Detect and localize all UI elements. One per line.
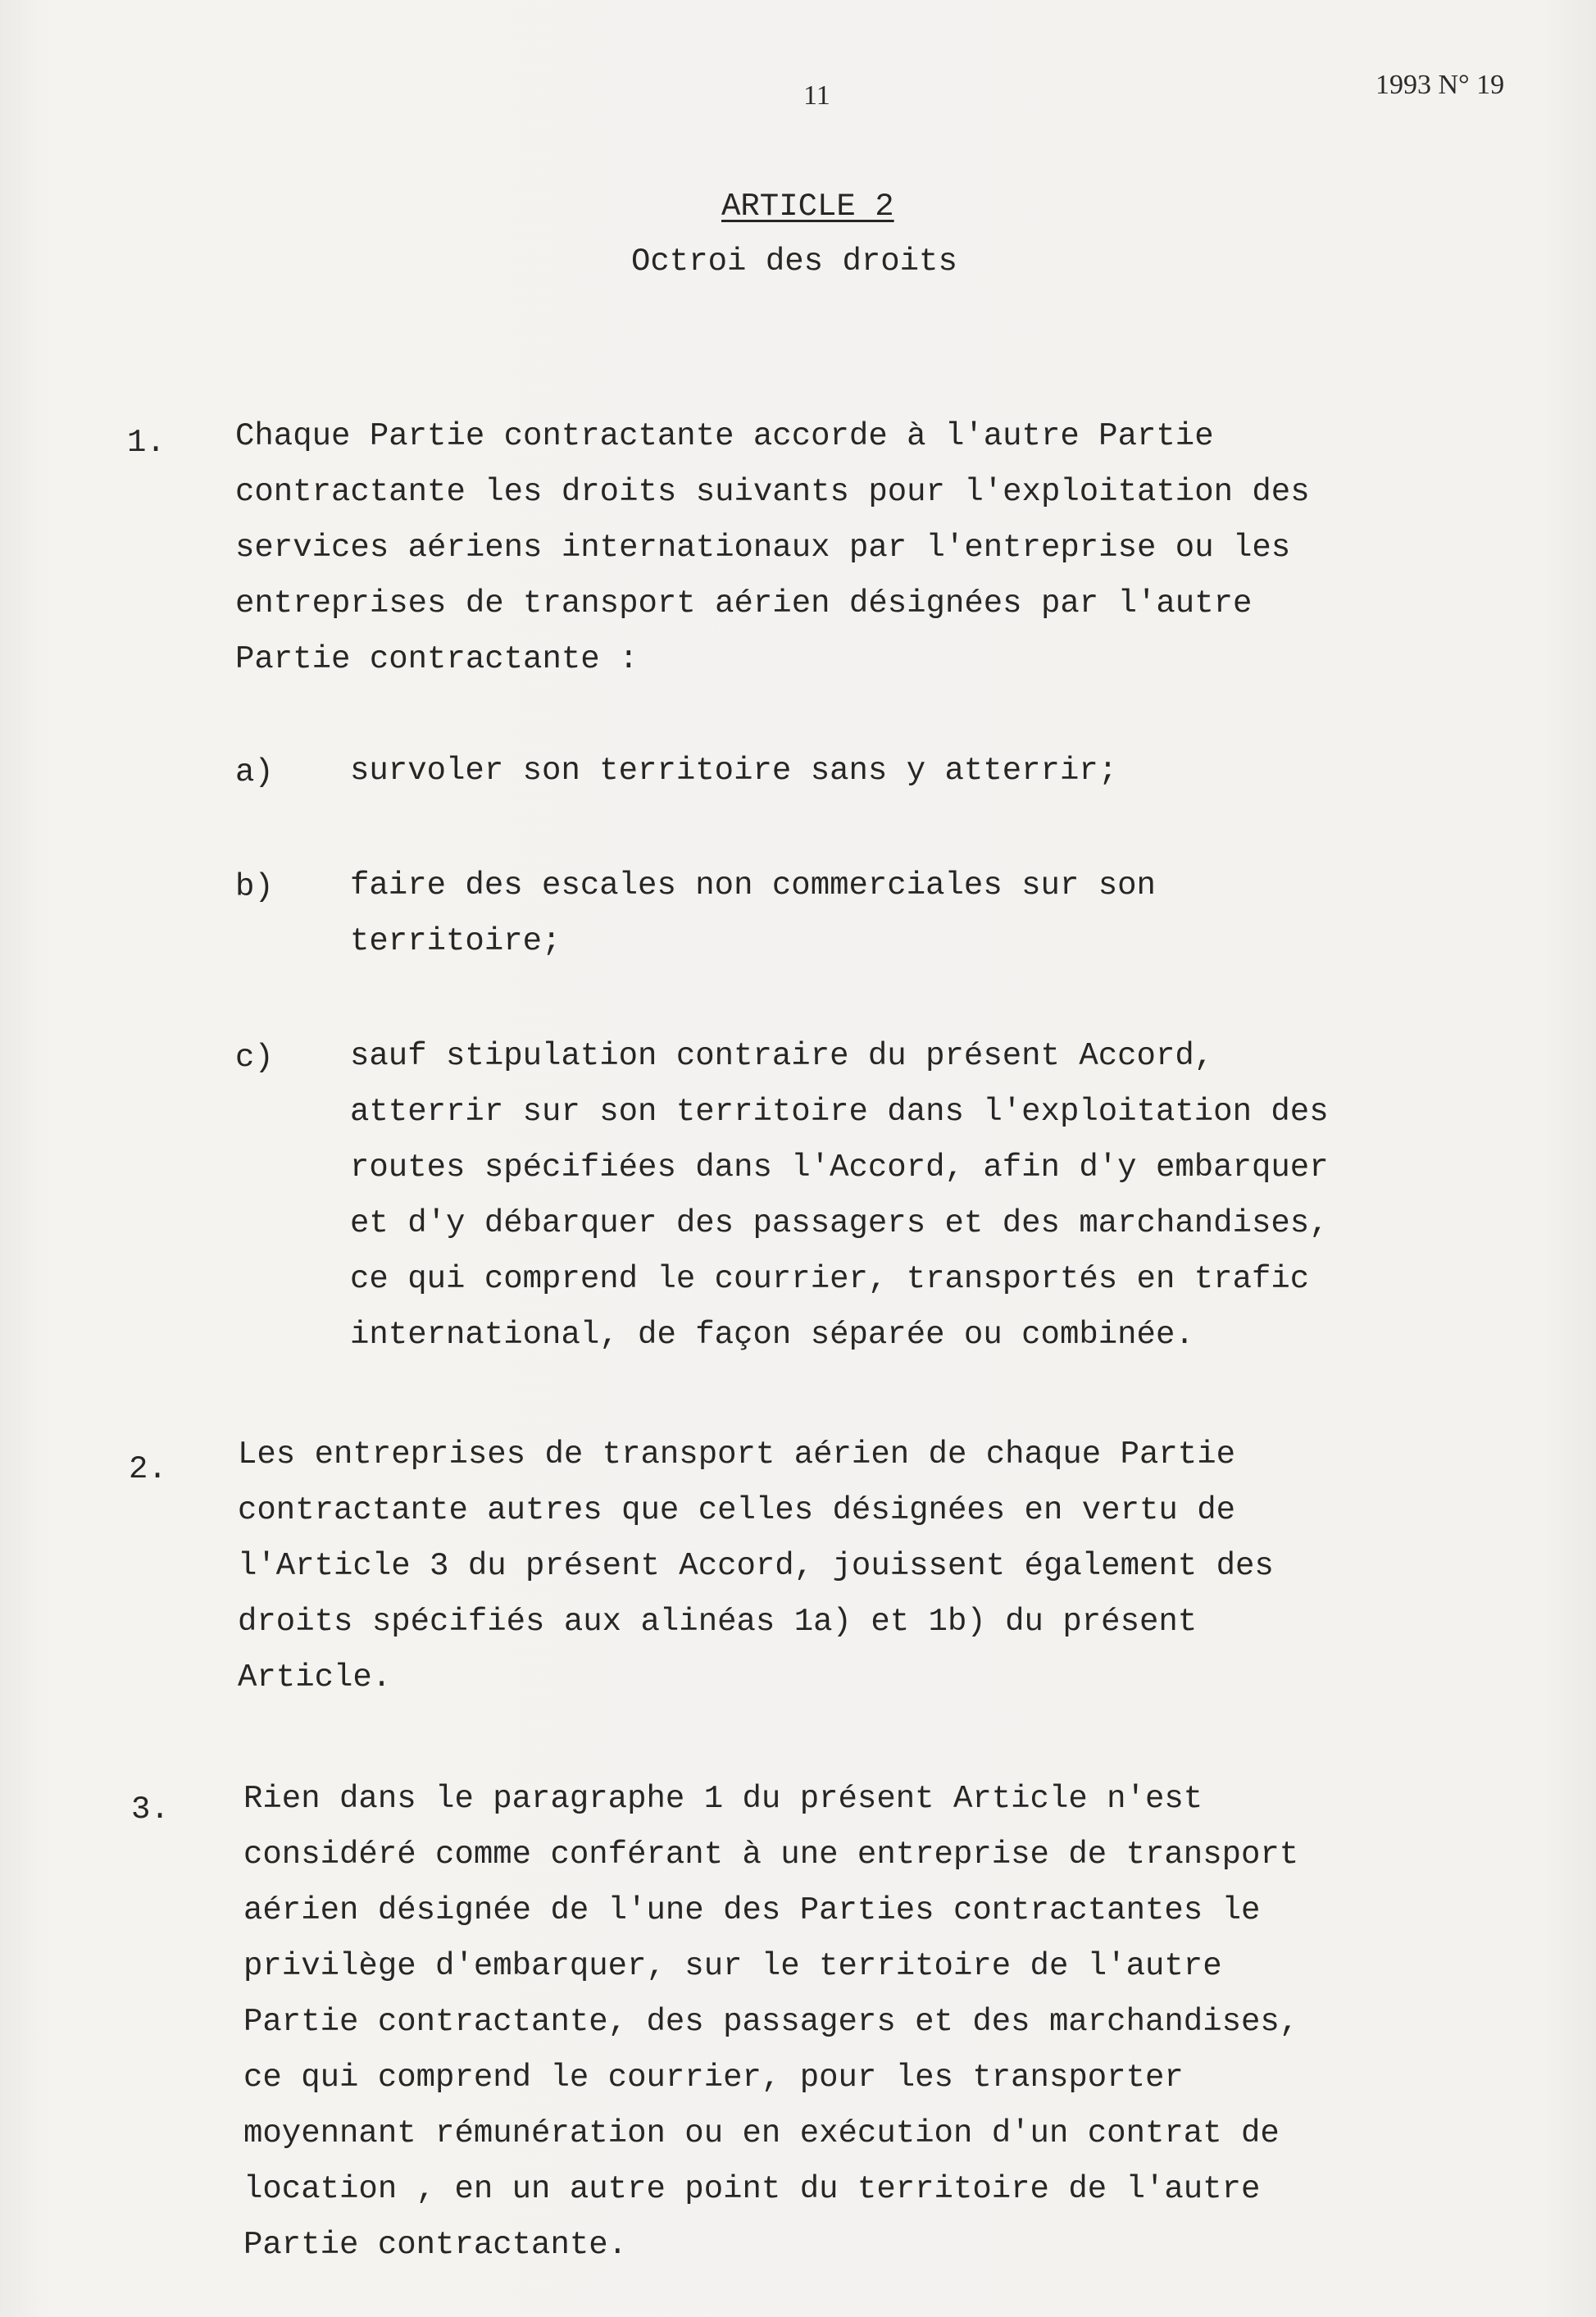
paragraph-line: considéré comme conférant à une entreprise de transport xyxy=(243,1837,1299,1873)
paragraph-line: services aériens internationaux par l'entreprise ou les xyxy=(235,530,1291,566)
paragraph-line: contractante autres que celles désignées en vertu de xyxy=(238,1492,1235,1528)
paragraph-line: contractante les droits suivants pour l'exploitation des xyxy=(235,474,1310,510)
paragraph-line: entreprises de transport aérien désignées par l'autre xyxy=(235,585,1253,621)
paragraph-line: aérien désignée de l'une des Parties contractantes le xyxy=(243,1892,1261,1928)
paragraph-line: droits spécifiés aux alinéas 1a) et 1b) du présent xyxy=(238,1604,1198,1640)
paragraph-line: privilège d'embarquer, sur le territoire de l'autre xyxy=(243,1948,1222,1984)
item-b-label: b) xyxy=(235,869,274,905)
item-c-text xyxy=(350,1028,1329,1363)
paragraph-line: Chaque Partie contractante accorde à l'autre Partie xyxy=(235,418,1214,454)
item-line: sauf stipulation contraire du présent Accord, xyxy=(350,1038,1214,1074)
item-line: faire des escales non commerciales sur son xyxy=(350,867,1156,904)
item-line: international, de façon séparée ou combinée. xyxy=(350,1317,1194,1353)
item-a-text xyxy=(350,743,1117,799)
paragraph-line: Article. xyxy=(238,1659,392,1696)
paragraph-line: moyennant rémunération ou en exécution d'un contrat de xyxy=(243,2115,1280,2151)
paragraph-line: Rien dans le paragraphe 1 du présent Article n'est xyxy=(243,1781,1203,1817)
paragraph-line: Partie contractante : xyxy=(235,641,639,677)
article-title: ARTICLE 2 xyxy=(721,189,894,225)
item-b-text xyxy=(350,858,1156,969)
paragraph-line: l'Article 3 du présent Accord, jouissent également des xyxy=(238,1548,1274,1584)
article-subtitle: Octroi des droits xyxy=(631,244,957,280)
document-reference: 1993 N° 19 xyxy=(1375,70,1505,100)
item-line: territoire; xyxy=(350,923,562,959)
item-line: atterrir sur son territoire dans l'exploitation des xyxy=(350,1094,1329,1130)
paragraph-line: location , en un autre point du territoire de l'autre xyxy=(243,2171,1261,2207)
item-line: routes spécifiées dans l'Accord, afin d'y embarquer xyxy=(350,1149,1329,1186)
item-line: ce qui comprend le courrier, transportés en trafic xyxy=(350,1261,1310,1297)
bleed-through-text xyxy=(164,353,183,576)
paragraph-line: Partie contractante, des passagers et des marchandises, xyxy=(243,2004,1299,2040)
paragraph-3-number: 3. xyxy=(131,1791,170,1828)
paragraph-line: Les entreprises de transport aérien de chaque Partie xyxy=(238,1436,1235,1473)
paragraph-1-text xyxy=(235,408,1310,687)
paragraph-line: Partie contractante. xyxy=(243,2227,628,2263)
item-line: et d'y débarquer des passagers et des marchandises, xyxy=(350,1205,1329,1241)
item-a-label: a) xyxy=(235,754,274,790)
paragraph-2-number: 2. xyxy=(129,1451,167,1487)
paragraph-2-text xyxy=(238,1427,1274,1705)
item-line: survoler son territoire sans y atterrir; xyxy=(350,753,1118,789)
paragraph-3-text xyxy=(243,1771,1298,2273)
page-number: 11 xyxy=(803,80,830,111)
paragraph-line: ce qui comprend le courrier, pour les transporter xyxy=(243,2060,1184,2096)
paragraph-1-number: 1. xyxy=(127,425,166,461)
item-c-label: c) xyxy=(235,1040,274,1076)
